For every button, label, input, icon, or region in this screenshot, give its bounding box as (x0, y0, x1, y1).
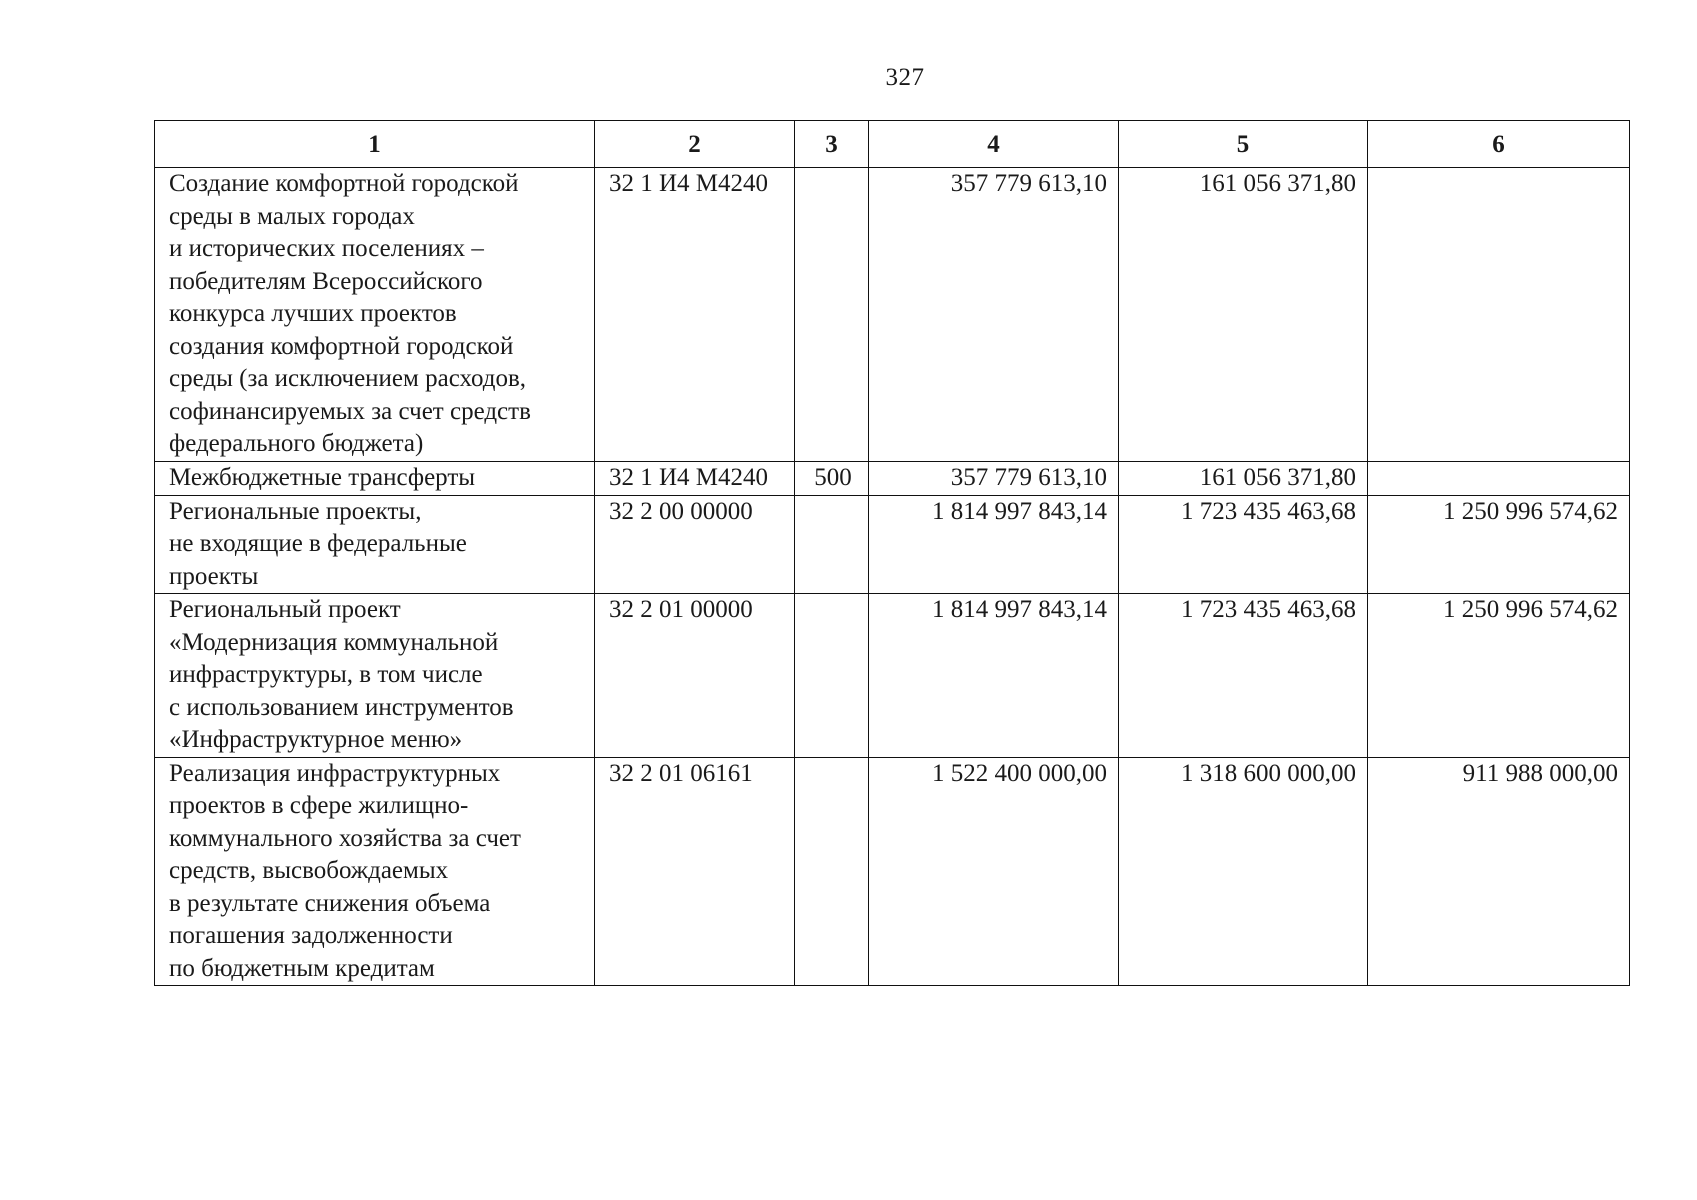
row-name: Создание комфортной городской среды в малых городах и исторических поселениях – победителям Всероссийского конкурса лучших проектов создания комфортной городской среды (за исключением расходов, софинансируемых за счет средств федерального бюджета) (169, 170, 531, 457)
table-row (155, 495, 1630, 594)
row-name-cell (155, 495, 595, 594)
column-header-6: 6 (1368, 121, 1630, 168)
row-code: 32 1 И4 М4240 (595, 461, 795, 495)
row-value-4: 357 779 613,10 (869, 461, 1119, 495)
row-value-6 (1368, 168, 1630, 462)
table-row (155, 168, 1630, 462)
row-type: 500 (795, 461, 869, 495)
column-header-5: 5 (1119, 121, 1368, 168)
row-value-5: 161 056 371,80 (1119, 168, 1368, 462)
page-number: 327 (885, 64, 925, 91)
row-value-5: 1 723 435 463,68 (1119, 594, 1368, 758)
row-value-4: 1 522 400 000,00 (869, 757, 1119, 986)
budget-table (154, 120, 1630, 986)
row-value-4: 1 814 997 843,14 (869, 495, 1119, 594)
row-name-cell (155, 461, 595, 495)
row-value-5: 1 723 435 463,68 (1119, 495, 1368, 594)
row-code: 32 2 01 00000 (595, 594, 795, 758)
row-name: Реализация инфраструктурных проектов в сфере жилищно- коммунального хозяйства за счет средств, высвобождаемых в результате снижения объема погашения задолженности по бюджетным кредитам (169, 759, 521, 982)
row-name: Межбюджетные трансферты (169, 463, 476, 491)
row-name-cell (155, 757, 595, 986)
row-value-4: 1 814 997 843,14 (869, 594, 1119, 758)
row-code: 32 1 И4 М4240 (595, 168, 795, 462)
table-header-row (155, 121, 1630, 168)
row-code: 32 2 01 06161 (595, 757, 795, 986)
row-name-cell (155, 168, 595, 462)
row-value-5: 1 318 600 000,00 (1119, 757, 1368, 986)
row-type (795, 594, 869, 758)
row-value-6 (1368, 461, 1630, 495)
row-type (795, 168, 869, 462)
column-header-4: 4 (869, 121, 1119, 168)
row-type (795, 757, 869, 986)
table-row (155, 757, 1630, 986)
row-name: Региональные проекты, не входящие в федеральные проекты (169, 497, 467, 590)
row-name: Региональный проект «Модернизация коммунальной инфраструктуры, в том числе с использованием инструментов «Инфраструктурное меню» (169, 596, 514, 753)
row-value-6: 911 988 000,00 (1368, 757, 1630, 986)
column-header-1: 1 (155, 121, 595, 168)
row-type (795, 495, 869, 594)
row-code: 32 2 00 00000 (595, 495, 795, 594)
row-value-5: 161 056 371,80 (1119, 461, 1368, 495)
column-header-3: 3 (795, 121, 869, 168)
row-value-6: 1 250 996 574,62 (1368, 594, 1630, 758)
row-name-cell (155, 594, 595, 758)
row-value-6: 1 250 996 574,62 (1368, 495, 1630, 594)
table-row (155, 594, 1630, 758)
row-value-4: 357 779 613,10 (869, 168, 1119, 462)
table-row (155, 461, 1630, 495)
column-header-2: 2 (595, 121, 795, 168)
